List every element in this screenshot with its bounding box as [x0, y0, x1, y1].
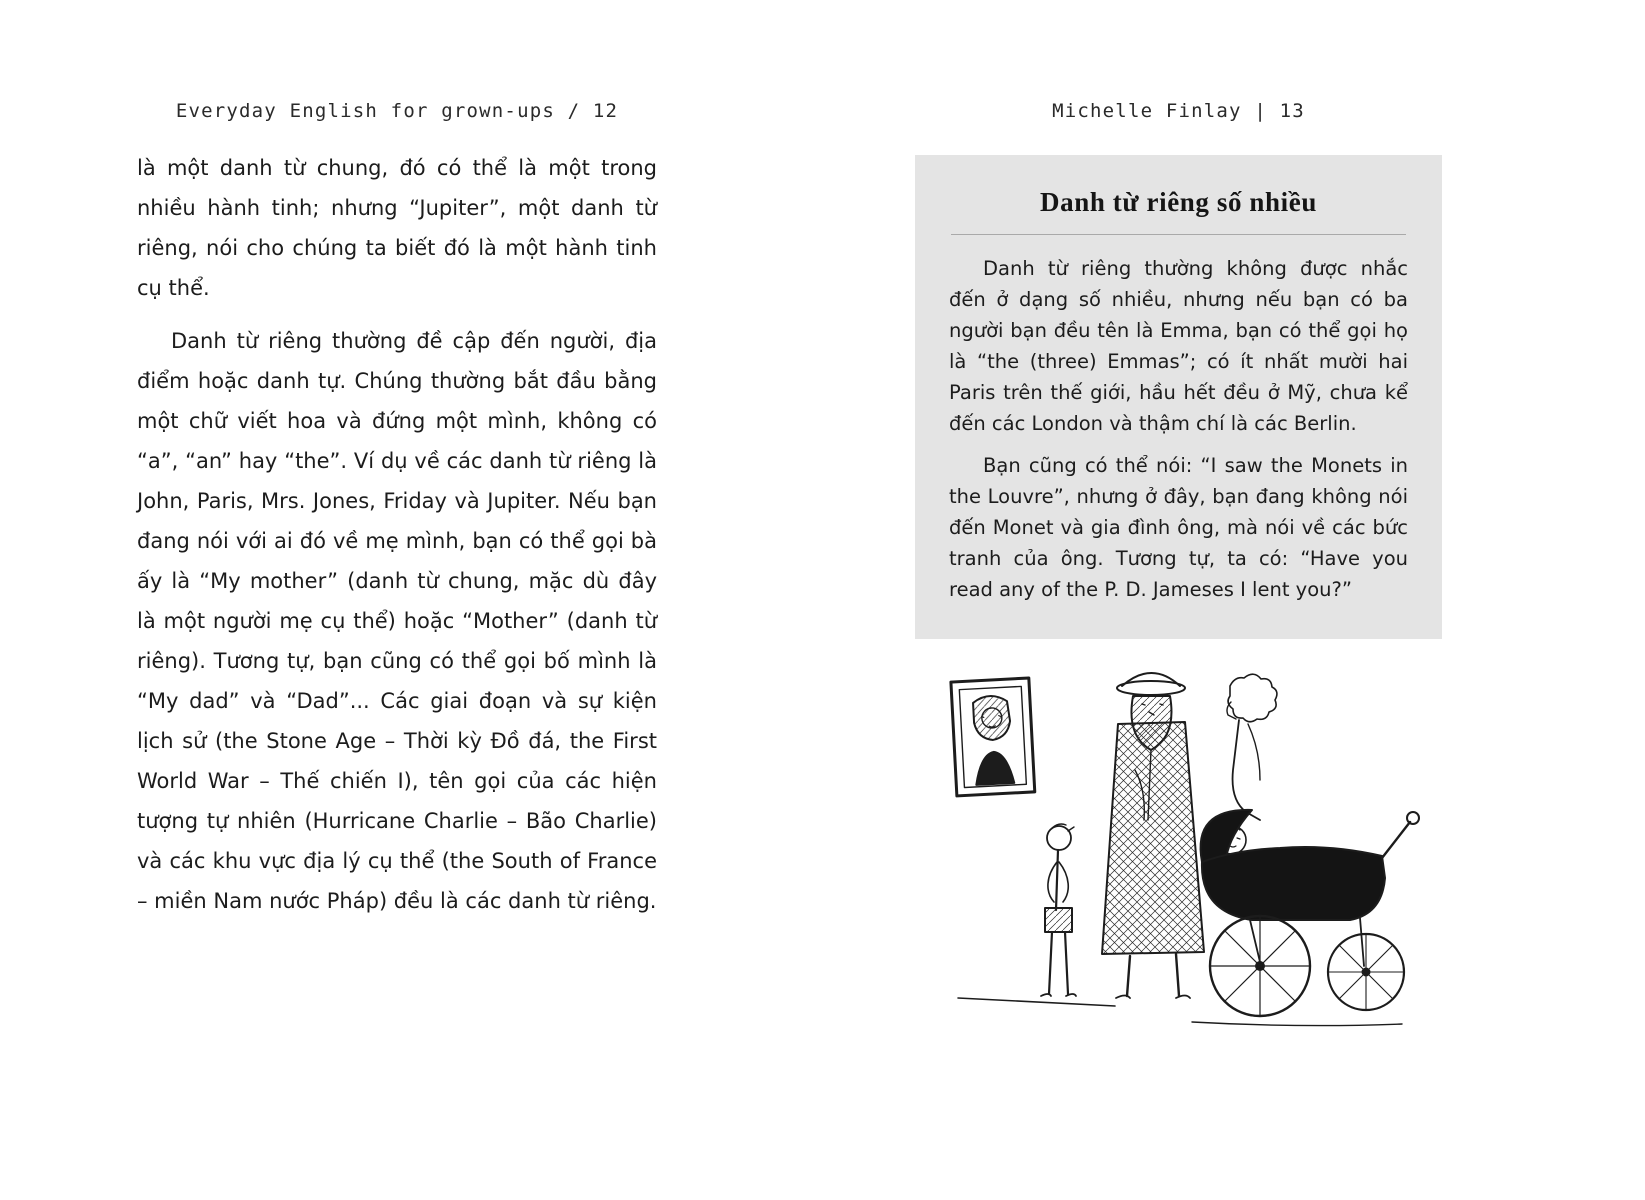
- right-page-header: Michelle Finlay | 13: [1052, 100, 1305, 122]
- bearded-man-figure: [1102, 673, 1204, 998]
- callout-box: [915, 155, 1442, 639]
- callout-divider: [951, 234, 1406, 235]
- callout-paragraph-2: Bạn cũng có thể nói: “I saw the Monets in the Louvre”, nhưng ở đây, bạn đang không nói đến Monet và gia đình ông, mà nói về các bức tranh của ông. Tương tự, ta có: “Have you read any of the P. D. Jameses I lent you?”: [949, 454, 1408, 601]
- boy-figure: [1041, 824, 1076, 996]
- left-paragraph-1: là một danh từ chung, đó có thể là một trong nhiều hành tinh; nhưng “Jupiter”, một danh từ riêng, nói cho chúng ta biết đó là một hành tinh cụ thể.: [137, 156, 657, 300]
- pram: [1201, 810, 1419, 1016]
- woman-figure: [1227, 674, 1277, 820]
- gallery-pram-cartoon-svg: [930, 650, 1420, 1050]
- left-page-body: [137, 148, 657, 921]
- left-paragraph-2: Danh từ riêng thường đề cập đến người, địa điểm hoặc danh tự. Chúng thường bắt đầu bằng một chữ viết hoa và đứng một mình, không có “a”, “an” hay “the”. Ví dụ về các danh từ riêng là John, Paris, Mrs. Jones, Friday và Jupiter. Nếu bạn đang nói với ai đó về mẹ mình, bạn có thể gọi bà ấy là “My mother” (danh từ chung, mặc dù đây là một người mẹ cụ thể) hoặc “Mother” (danh từ riêng). Tương tự, bạn cũng có thể gọi bố mình là “My dad” và “Dad”... Các giai đoạn và sự kiện lịch sử (the Stone Age – Thời kỳ Đồ đá, the First World War – Thế chiến I), tên gọi của các hiện tượng tự nhiên (Hurricane Charlie – Bão Charlie) và các khu vực địa lý cụ thể (the South of France – miền Nam nước Pháp) đều là các danh từ riêng.: [137, 329, 657, 913]
- callout-paragraph-1: Danh từ riêng thường không được nhắc đến ở dạng số nhiều, nhưng nếu bạn có ba người bạn đều tên là Emma, bạn có thể gọi họ là “the (three) Emmas”; có ít nhất mười hai Paris trên thế giới, hầu hết đều ở Mỹ, chưa kể đến các London và thậm chí là các Berlin.: [949, 257, 1408, 435]
- gallery-pram-cartoon-illustration: [930, 650, 1420, 1050]
- callout-title: Danh từ riêng số nhiều: [1040, 187, 1317, 217]
- mona-lisa-frame: [951, 678, 1035, 796]
- left-page-header: Everyday English for grown-ups / 12: [175, 100, 619, 122]
